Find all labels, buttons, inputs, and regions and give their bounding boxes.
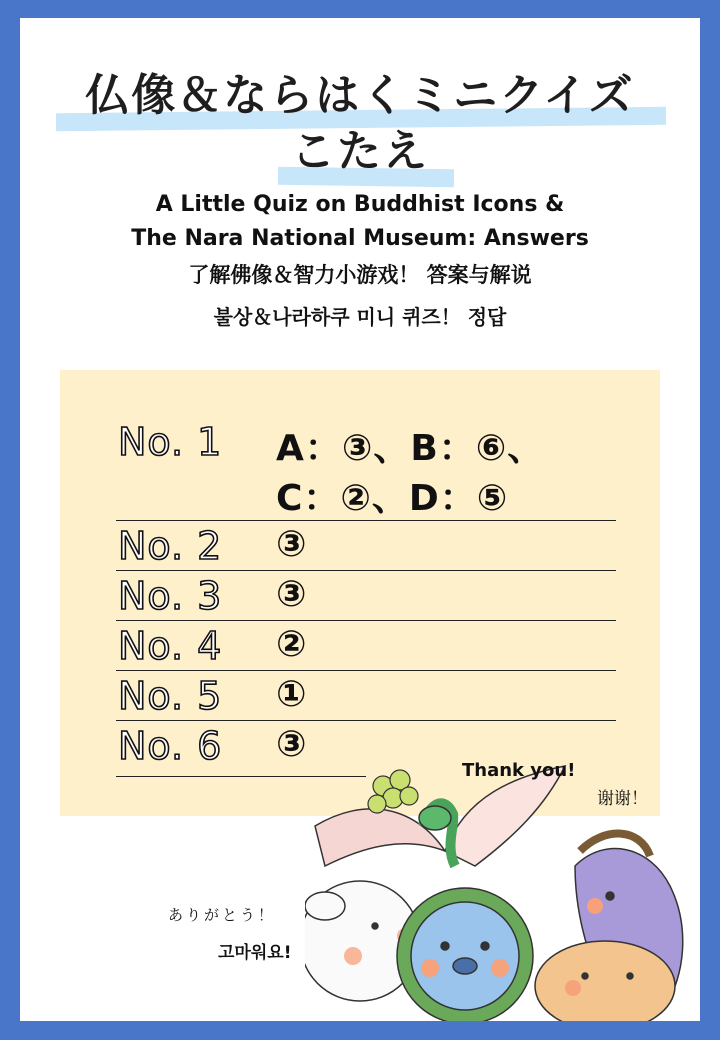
chinese-subtitle: 了解佛像＆智力小游戏！ 答案与解说	[188, 263, 532, 287]
question-number: No. 3	[118, 574, 223, 618]
question-number: No. 2	[118, 524, 223, 568]
thanks-chinese: 谢谢！	[597, 789, 648, 809]
answer-value: ③	[276, 574, 308, 615]
answer-value: ①	[276, 674, 308, 715]
question-number: No. 6	[118, 724, 223, 768]
lion-icon	[397, 888, 533, 1021]
english-subtitle-1: A Little Quiz on Buddhist Icons &	[155, 192, 565, 217]
answer-row	[116, 622, 616, 671]
answer-value: C：②、D：⑤	[276, 478, 509, 519]
thanks-korean: 고마워요!	[218, 943, 292, 963]
question-number: No. 5	[118, 674, 223, 718]
boar-icon	[535, 941, 675, 1021]
answers-panel	[60, 370, 660, 816]
answer-value: ③	[276, 724, 308, 765]
answer-value: A：③、B：⑥、	[276, 428, 545, 469]
korean-subtitle: 불상＆나라하쿠 미니 퀴즈！ 정답	[213, 305, 507, 329]
answer-row	[116, 572, 616, 621]
english-subtitle-2: The Nara National Museum: Answers	[131, 226, 589, 251]
answer-row	[116, 522, 616, 571]
title-block	[20, 68, 700, 124]
grape-icon	[368, 770, 418, 813]
answer-value: ②	[276, 624, 308, 665]
page-subtitle-answers: こたえ	[291, 126, 429, 177]
answer-sheet	[20, 18, 700, 1021]
answer-row	[116, 672, 616, 721]
thanks-japanese: ありがとう！	[168, 906, 277, 924]
thanks-english: Thank you!	[462, 760, 576, 781]
answer-value: ③	[276, 524, 308, 565]
question-number: No. 4	[118, 624, 223, 668]
page-title: 仏像＆ならはくミニクイズ	[85, 70, 635, 121]
title-block-2	[20, 124, 700, 180]
answer-row	[116, 420, 616, 521]
question-number: No. 1	[118, 420, 223, 464]
